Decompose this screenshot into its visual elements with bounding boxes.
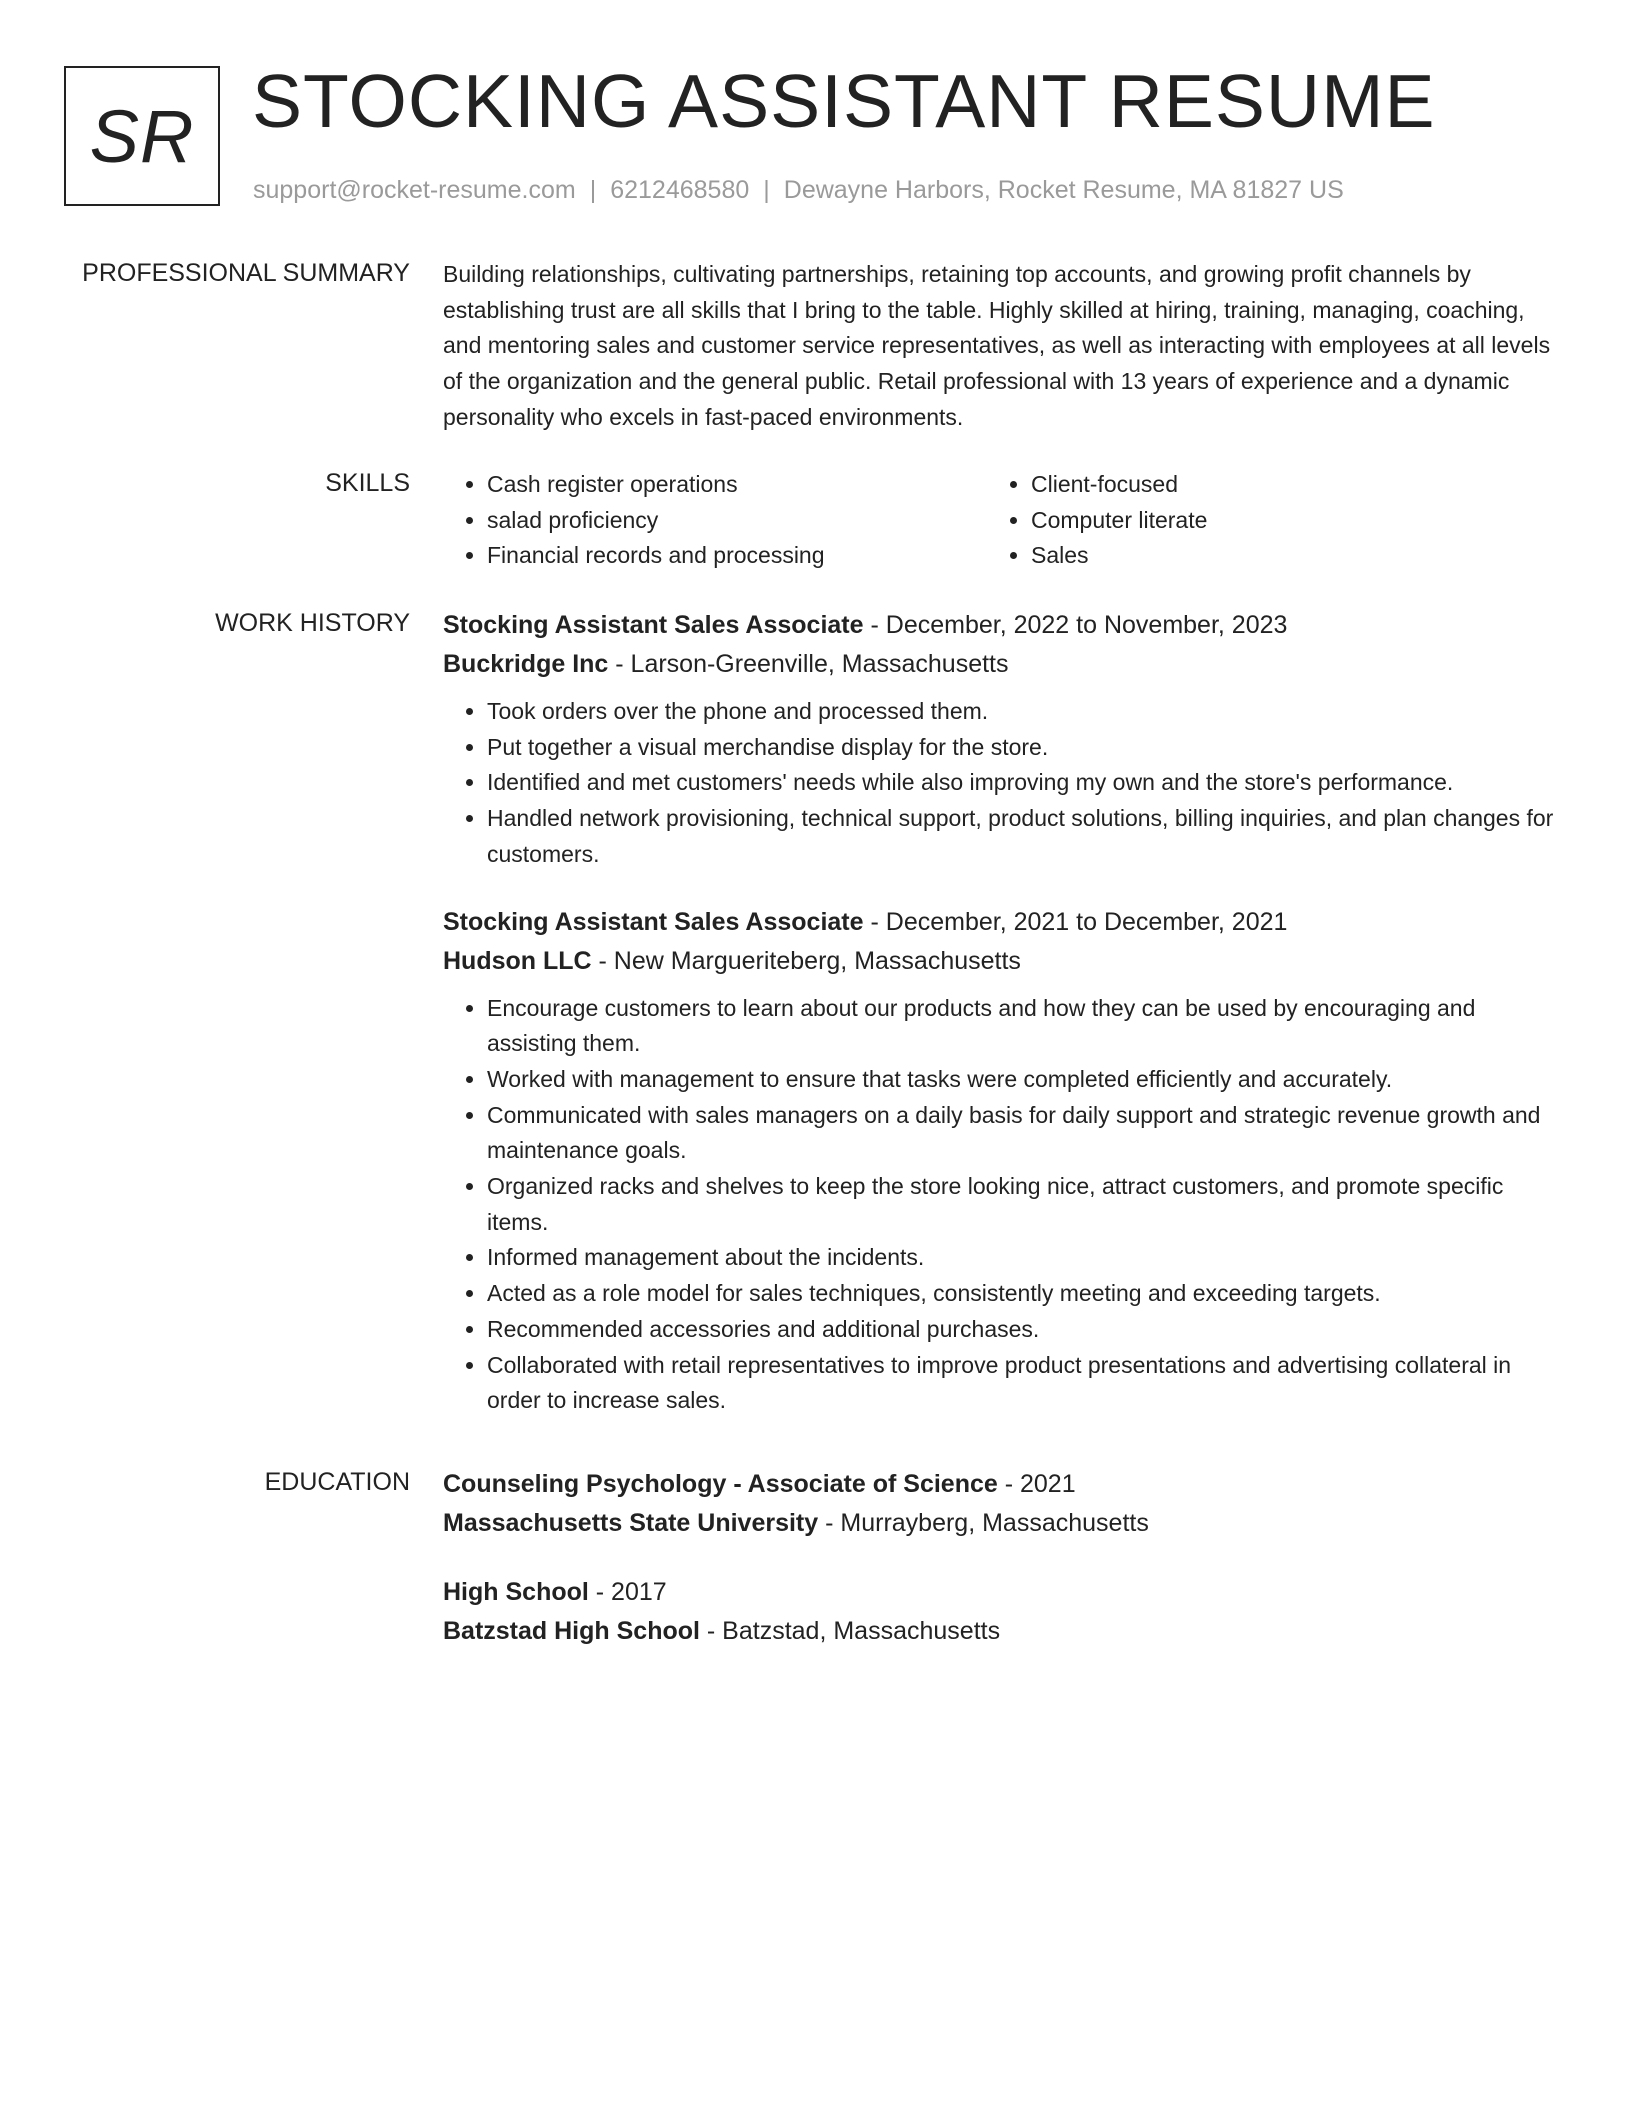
education-degree-line (443, 1573, 1555, 1612)
summary-body (443, 257, 1555, 436)
job-duty: • Worked with management to ensure that tasks were completed efficiently and accurately. (487, 1062, 1555, 1098)
section-label-summary: PROFESSIONAL SUMMARY (82, 259, 410, 287)
job-duty: • Communicated with sales managers on a daily basis for daily support and strategic revenue growth and maintenance goals. (487, 1098, 1555, 1169)
job-company-line (443, 942, 1555, 981)
job-dates: - December, 2021 to December, 2021 (863, 907, 1288, 936)
skill-item: • Financial records and processing (487, 538, 987, 574)
skill-item: • Cash register operations (487, 467, 987, 503)
contact-address: Dewayne Harbors, Rocket Resume, MA 81827 US (783, 176, 1344, 204)
education-degree: High School (443, 1578, 589, 1606)
job-duty: • Handled network provisioning, technical support, product solutions, billing inquiries, and plan changes for customers. (487, 801, 1555, 872)
education-school: Batzstad High School (443, 1617, 700, 1645)
education-degree-line (443, 1465, 1555, 1504)
job-title-line (443, 606, 1555, 645)
job-title: Stocking Assistant Sales Associate (443, 611, 864, 639)
job-entry (443, 903, 1555, 1419)
job-duty: • Acted as a role model for sales techniques, consistently meeting and exceeding targets. (487, 1276, 1555, 1312)
education-school-line (443, 1504, 1555, 1543)
monogram-badge: SR (64, 66, 220, 206)
job-duty: • Put together a visual merchandise display for the store. (487, 730, 1555, 766)
contact-line (253, 174, 1344, 206)
education-school: Massachusetts State University (443, 1509, 819, 1537)
education-location: - Batzstad, Massachusetts (699, 1617, 1001, 1645)
skills-list-left (443, 467, 987, 574)
education-year: - 2021 (997, 1470, 1076, 1498)
education-year: - 2017 (588, 1578, 667, 1606)
job-dates: - December, 2022 to November, 2023 (863, 611, 1288, 639)
job-company: Hudson LLC (443, 946, 592, 975)
job-duty: • Took orders over the phone and processed them. (487, 694, 1555, 730)
job-company: Buckridge Inc (443, 650, 609, 678)
job-duties-list (443, 991, 1555, 1419)
education-entry (443, 1573, 1555, 1651)
work-history-body (443, 606, 1555, 1419)
education-entry (443, 1465, 1555, 1543)
job-duty: • Encourage customers to learn about our products and how they can be used by encouraging and assisting them. (487, 991, 1555, 1062)
job-duties-list (443, 694, 1555, 873)
job-entry (443, 606, 1555, 873)
contact-email: support@rocket-resume.com (253, 176, 576, 204)
contact-separator: | (589, 176, 597, 204)
skill-item: • salad proficiency (487, 503, 987, 539)
job-duty: • Identified and met customers' needs while also improving my own and the store's performance. (487, 765, 1555, 801)
skill-item: • Client-focused (1031, 467, 1531, 503)
education-school-line (443, 1612, 1555, 1651)
section-label-work-history: WORK HISTORY (215, 609, 410, 637)
section-label-skills: SKILLS (325, 469, 410, 497)
job-title-line (443, 903, 1555, 942)
job-duty: • Recommended accessories and additional purchases. (487, 1312, 1555, 1348)
education-location: - Murrayberg, Massachusetts (818, 1509, 1149, 1537)
skill-item: • Computer literate (1031, 503, 1531, 539)
education-body (443, 1465, 1555, 1651)
resume-title: STOCKING ASSISTANT RESUME (252, 59, 1436, 143)
job-title: Stocking Assistant Sales Associate (443, 907, 864, 936)
job-location: - Larson-Greenville, Massachusetts (608, 650, 1009, 678)
job-duty: • Informed management about the incidents. (487, 1240, 1555, 1276)
contact-separator: | (763, 176, 770, 204)
section-label-education: EDUCATION (264, 1468, 410, 1496)
job-duty: • Collaborated with retail representatives to improve product presentations and advertising collateral in order to increase sales. (487, 1348, 1555, 1419)
job-duty: • Organized racks and shelves to keep the store looking nice, attract customers, and promote specific items. (487, 1169, 1555, 1240)
job-location: - New Margueriteberg, Massachusetts (591, 946, 1021, 975)
summary-text: Building relationships, cultivating partnerships, retaining top accounts, and growing profit channels by establishing trust are all skills that I bring to the table. Highly skilled at hiring, training, managing, coaching, and mentoring sales and customer service representatives, as well as interacting with employees at all levels of the organization and the general public. Retail professional with 13 years of experience and a dynamic personality who excels in fast-paced environments. (443, 261, 1551, 430)
skills-body (443, 467, 1555, 574)
job-company-line (443, 645, 1555, 684)
skill-item: • Sales (1031, 538, 1531, 574)
skills-list-right (987, 467, 1531, 574)
education-degree: Counseling Psychology - Associate of Science (443, 1470, 998, 1498)
contact-phone: 6212468580 (610, 176, 750, 204)
